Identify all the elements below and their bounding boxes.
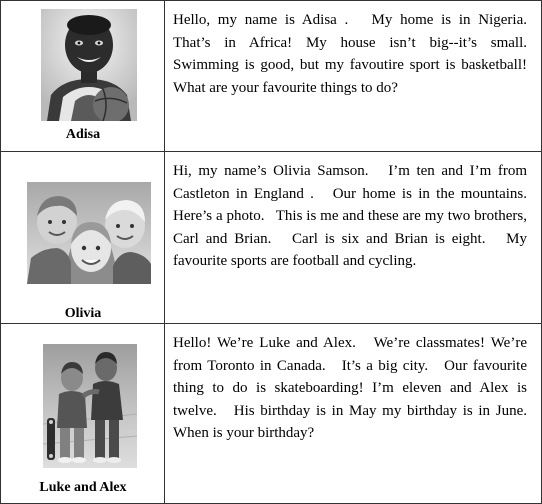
adisa-photo-image bbox=[41, 9, 137, 121]
profile-row-luke-and-alex bbox=[1, 323, 541, 503]
luke-and-alex-photo bbox=[43, 344, 137, 468]
olivia-photo-image bbox=[27, 182, 151, 284]
luke-and-alex-photo-image bbox=[43, 344, 137, 468]
text-cell bbox=[165, 152, 541, 323]
adisa-photo bbox=[41, 9, 137, 121]
profile-text: Hello! We’re Luke and Alex. We’re classmates! We’re from Toronto in Canada. It’s a big city. Our favourite thing to do is skateboarding! I’m eleven and Alex is twelve. His birthday is in May my birthday is in June. When is your birthday? bbox=[173, 335, 539, 441]
photo-cell bbox=[1, 324, 165, 503]
profile-name: Olivia bbox=[64, 306, 102, 321]
profile-text: Hi, my name’s Olivia Samson. I’m ten and I’m from Castleton in England . Our home is in the mountains. Here’s a photo. This is me and these are my two brothers, Carl and Brian. Carl is six and Brian is eight. My favourite sports are football and cycling. bbox=[173, 163, 539, 269]
profile-row-olivia bbox=[1, 151, 541, 323]
photo-cell bbox=[1, 152, 165, 323]
profile-name: Adisa bbox=[65, 127, 101, 142]
photo-cell bbox=[1, 1, 165, 151]
profile-name: Luke and Alex bbox=[39, 480, 127, 495]
text-cell bbox=[165, 324, 541, 503]
profile-row-adisa bbox=[1, 1, 541, 151]
text-cell bbox=[165, 1, 541, 151]
profile-text: Hello, my name is Adisa . My home is in Nigeria. That’s in Africa! My house isn’t big--it’s small. Swimming is good, but my favoutire sport is basketball! What are your favourite things to do? bbox=[173, 12, 539, 96]
olivia-photo bbox=[27, 182, 151, 284]
